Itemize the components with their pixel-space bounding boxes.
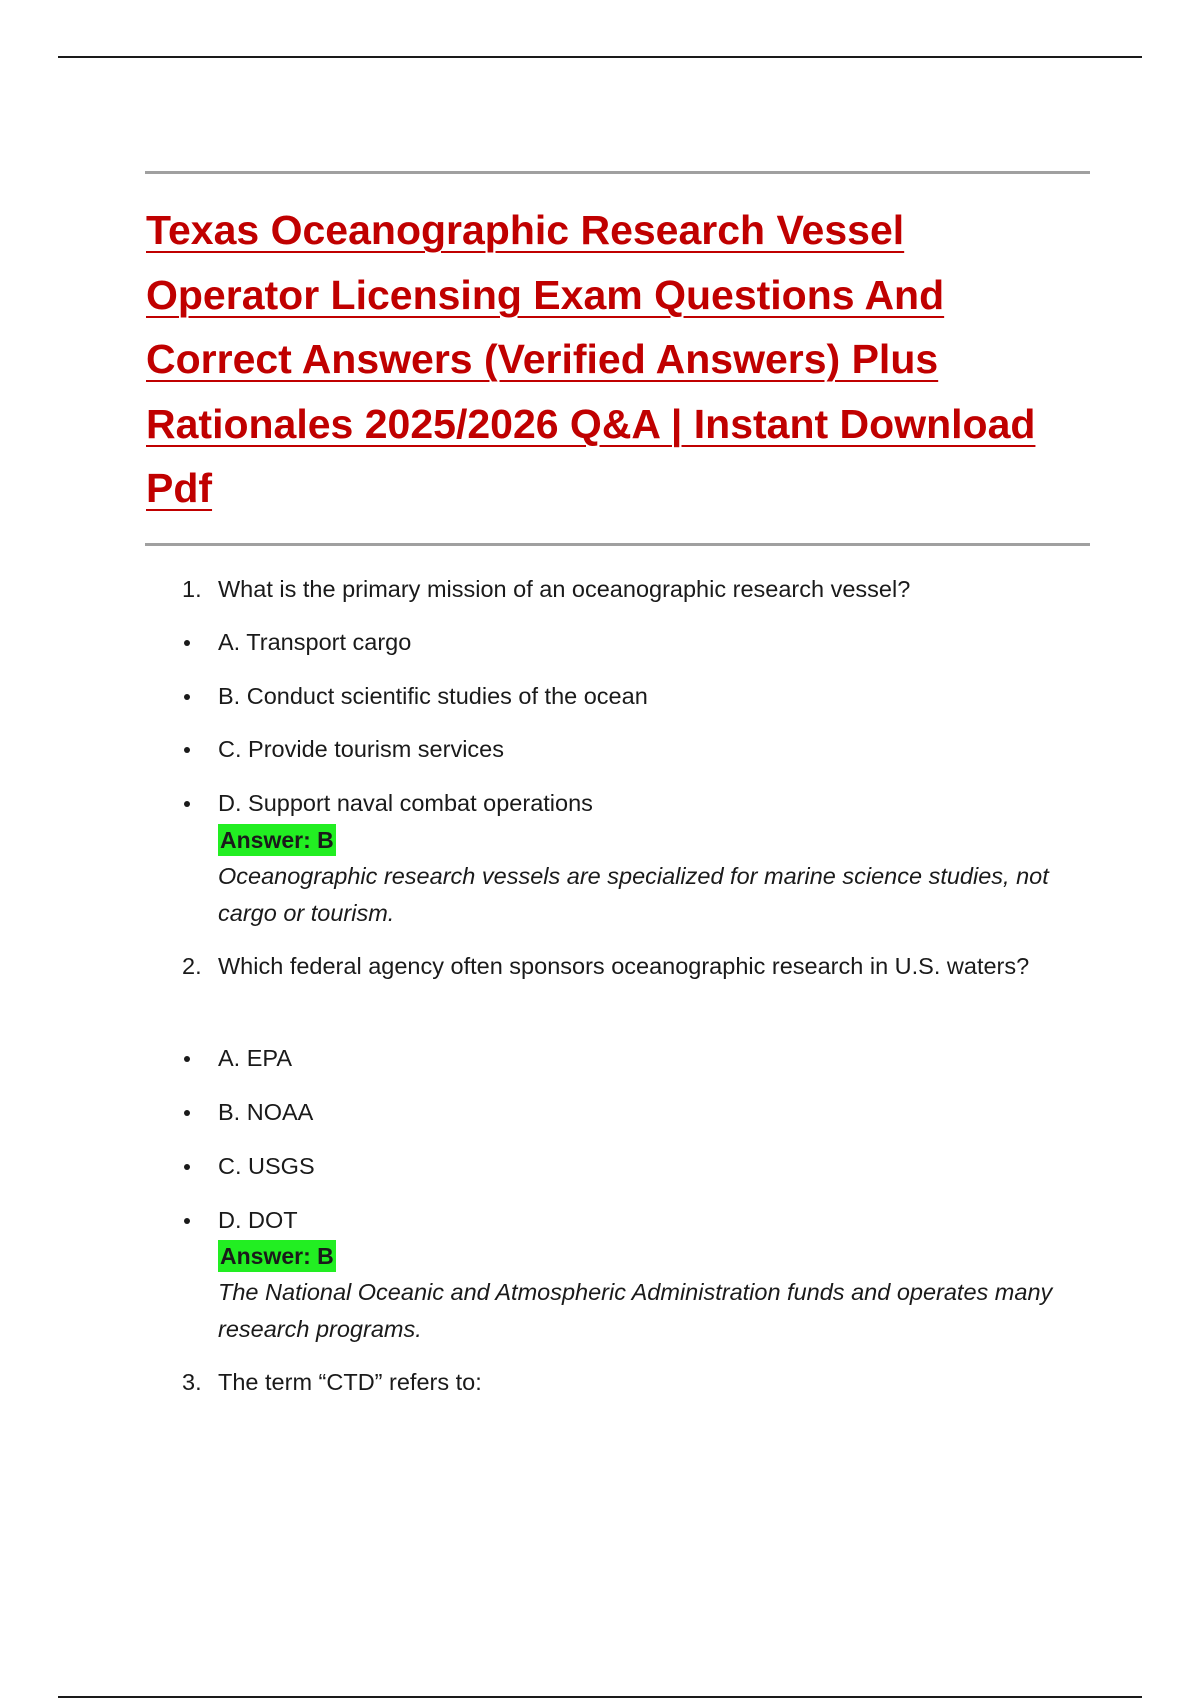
bullet-icon [184, 694, 190, 700]
option-text: B. NOAA [218, 1099, 314, 1125]
bullet-icon [184, 1218, 190, 1224]
question-number: 1. [182, 576, 202, 602]
bullet-icon [184, 640, 190, 646]
option-text: C. Provide tourism services [218, 736, 504, 762]
option-text: B. Conduct scientific studies of the ocean [218, 683, 648, 709]
answer-label: Answer: B [218, 1240, 336, 1272]
question-text: What is the primary mission of an oceanographic research vessel? [218, 576, 911, 602]
answer-label: Answer: B [218, 824, 336, 856]
bullet-icon [184, 1056, 190, 1062]
option-text: A. Transport cargo [218, 629, 412, 655]
option-text: A. EPA [218, 1045, 293, 1071]
page-top-rule [58, 56, 1142, 58]
rationale-text: Oceanographic research vessels are specialized for marine science studies, not cargo or tourism. [218, 863, 1049, 926]
question-text: Which federal agency often sponsors oceanographic research in U.S. waters? [218, 953, 1030, 979]
question-number: 2. [182, 953, 202, 979]
option-text: C. USGS [218, 1153, 315, 1179]
question-number: 3. [182, 1369, 202, 1395]
bullet-icon [184, 1164, 190, 1170]
bullet-icon [184, 747, 190, 753]
title-bottom-rule [145, 543, 1090, 546]
question-text: The term “CTD” refers to: [218, 1369, 482, 1395]
bullet-icon [184, 801, 190, 807]
page-bottom-rule [58, 1696, 1142, 1698]
option-text: D. Support naval combat operations [218, 790, 593, 816]
option-text: D. DOT [218, 1207, 298, 1233]
title-top-rule [145, 171, 1090, 174]
rationale-text: The National Oceanic and Atmospheric Administration funds and operates many research programs. [218, 1279, 1053, 1342]
document-title: Texas Oceanographic Research Vessel Operator Licensing Exam Questions And Correct Answers (Verified Answers) Plus Rationales 2025/2026 Q&A | Instant Download Pdf [146, 207, 1036, 511]
bullet-icon [184, 1110, 190, 1116]
